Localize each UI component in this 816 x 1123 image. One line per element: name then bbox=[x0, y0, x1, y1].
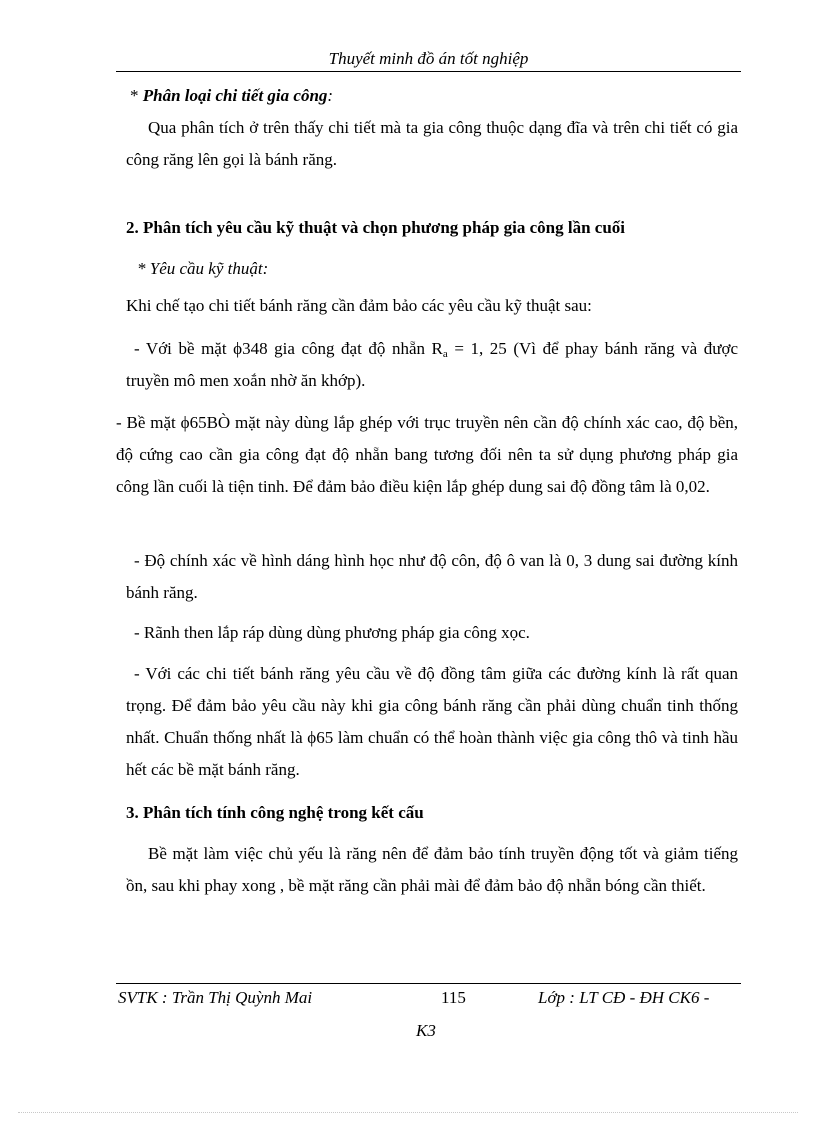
footer-page-number: 115 bbox=[441, 988, 466, 1007]
requirement-item-4: - Rãnh then lắp ráp dùng dùng phương pháp gia công xọc. bbox=[134, 623, 530, 642]
requirement-item-2: - Bề mặt ϕ65BÒ mặt này dùng lắp ghép với trục truyền nên cần độ chính xác cao, độ bền, độ cứng cao cần gia công đạt độ nhẵn bang tương đối nên ta sử dụng phương pháp gia công lần cuối là tiện tinh. Để đảm bảo điều kiện lắp ghép dung sai độ đồng tâm là 0,02. bbox=[116, 413, 738, 496]
section2-heading: 2. Phân tích yêu cầu kỹ thuật và chọn phương pháp gia công lần cuối bbox=[126, 218, 626, 237]
requirement-item-1: - Với bề mặt ϕ348 gia công đạt độ nhẵn $R_a = 1$, 25 (Vì để phay bánh răng và được truyền mô men xoắn nhờ ăn khớp). bbox=[126, 339, 739, 390]
footer-class-continued: K3 bbox=[416, 1021, 436, 1040]
section2-subheading: * Yêu cầu kỹ thuật: bbox=[137, 259, 269, 278]
footer-class: Lớp : LT CĐ - ĐH CK6 - bbox=[538, 988, 710, 1007]
header-title: Thuyết minh đồ án tốt nghiệp bbox=[328, 49, 529, 68]
requirement-item-3: - Độ chính xác về hình dáng hình học như độ côn, độ ô van là 0, 3 dung sai đường kính bánh răng. bbox=[126, 551, 738, 602]
page-bottom-edge bbox=[18, 1112, 798, 1113]
section3-heading: 3. Phân tích tính công nghệ trong kết cấu bbox=[126, 803, 424, 822]
requirement-item-5: - Với các chi tiết bánh răng yêu cầu về độ đồng tâm giữa các đường kính là rất quan trọng. Để đảm bảo yêu cầu này khi gia công bánh răng cần phải dùng chuẩn tinh thống nhất. Chuẩn thống nhất là ϕ65 làm chuẩn có thể hoàn thành việc gia công thô và tinh hầu hết các bề mặt bánh răng. bbox=[126, 664, 738, 779]
classify-heading: * Phân loại chi tiết gia công: bbox=[130, 86, 334, 105]
page-header bbox=[116, 48, 741, 72]
section3-paragraph: Bề mặt làm việc chủ yếu là răng nên để đảm bảo tính truyền động tốt và giảm tiếng ồn, sau khi phay xong , bề mặt răng cần phải mài để đảm bảo độ nhẵn bóng cần thiết. bbox=[126, 844, 738, 895]
classify-heading-text: Phân loại chi tiết gia công bbox=[142, 86, 328, 105]
footer-divider bbox=[116, 983, 741, 984]
footer-author: SVTK : Trần Thị Quỳnh Mai bbox=[118, 988, 313, 1007]
classify-paragraph: Qua phân tích ở trên thấy chi tiết mà ta gia công thuộc dạng đĩa và trên chi tiết có gia công răng lên gọi là bánh răng. bbox=[126, 118, 738, 169]
section2-intro: Khi chế tạo chi tiết bánh răng cần đảm bảo các yêu cầu kỹ thuật sau: bbox=[126, 296, 592, 315]
